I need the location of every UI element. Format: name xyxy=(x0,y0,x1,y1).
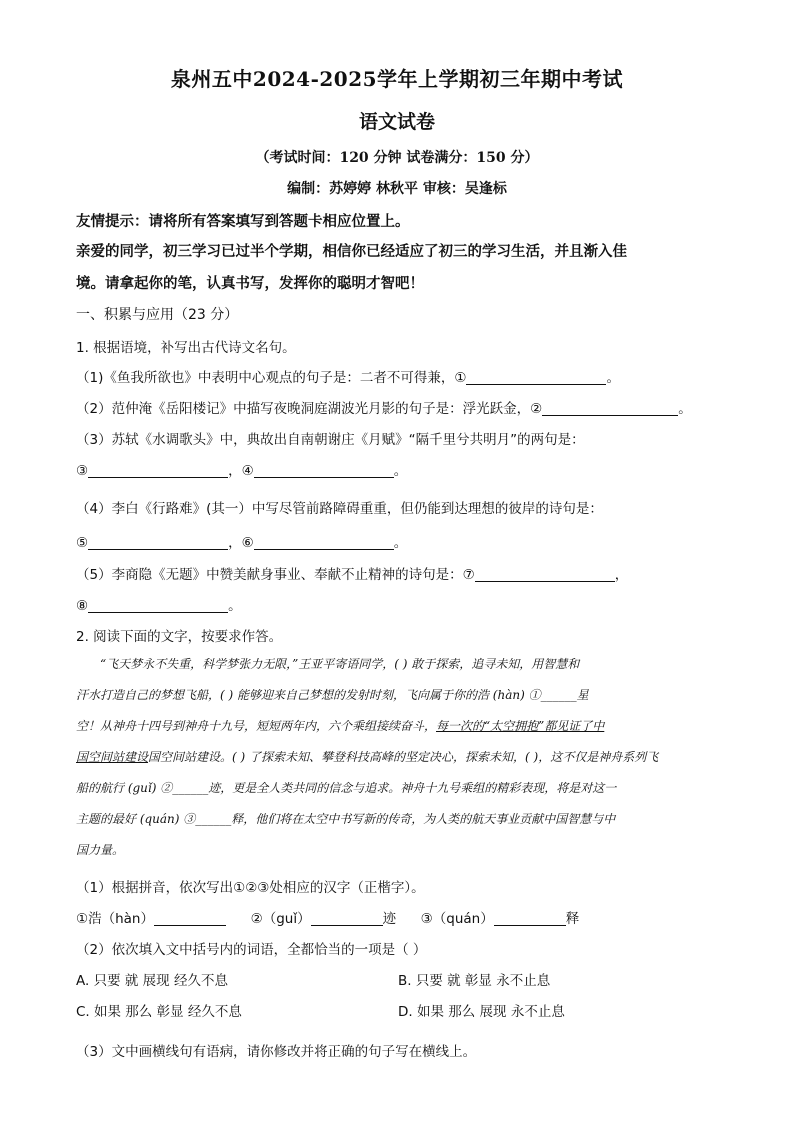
q2-part-2: （2）依次填入文中括号内的词语，全都恰当的一项是（ ） xyxy=(76,942,427,958)
underlined-sentence: 每一次的“太空拥抱”都见证了中 xyxy=(436,719,605,733)
answer-blank[interactable] xyxy=(542,401,678,416)
passage-line: 国空间站建设国空间站建设。( ) 了探索未知、攀登科技高峰的坚定决心，探索未知，( )，这不仅是神舟系列飞 xyxy=(76,750,659,764)
answer-blank[interactable] xyxy=(88,463,228,478)
option-a[interactable]: A. 只要 就 展现 经久不息 xyxy=(76,973,228,989)
notice-line: 友情提示：请将所有答案填写到答题卡相应位置上。 xyxy=(76,213,410,230)
underlined-sentence: 国空间站建设 xyxy=(76,750,149,764)
option-b[interactable]: B. 只要 就 彰显 永不止息 xyxy=(398,973,551,989)
passage-line: 空！从神舟十四号到神舟十九号，短短两年内，六个乘组接续奋斗，每一次的“太空拥抱”都见证了中 xyxy=(76,719,605,733)
answer-blank[interactable] xyxy=(254,463,394,478)
answer-blank[interactable] xyxy=(88,535,228,550)
greeting-line-2: 境。请拿起你的笔，认真书写，发挥你的聪明才智吧！ xyxy=(76,275,424,292)
option-d[interactable]: D. 如果 那么 展现 永不止息 xyxy=(398,1004,565,1020)
option-c[interactable]: C. 如果 那么 彰显 经久不息 xyxy=(76,1004,242,1020)
passage-line: 汗水打造自己的梦想飞船，( ) 能够迎来自己梦想的发射时刻，飞向属于你的浩 (hàn) ①______星 xyxy=(76,688,589,702)
passage-line: 主题的最好 (quán) ③______释，他们将在太空中书写新的传奇，为人类的航天事业贡献中国智慧与中 xyxy=(76,812,616,826)
answer-blank[interactable] xyxy=(475,567,615,582)
answer-blank[interactable] xyxy=(494,911,566,926)
q1-item-1: （1)《鱼我所欲也》中表明中心观点的句子是：二者不可得兼，① 。 xyxy=(76,370,620,386)
answer-blank[interactable] xyxy=(254,535,394,550)
exam-time-score: （考试时间：120 分钟 试卷满分：150 分） xyxy=(255,150,539,166)
q1-item-3-blanks: ③ ，④ 。 xyxy=(76,463,408,479)
q1-stem: 1. 根据语境，补写出古代诗文名句。 xyxy=(76,340,296,356)
exam-subject: 语文试卷 xyxy=(358,111,435,133)
answer-blank[interactable] xyxy=(311,911,383,926)
section-heading: 一、积累与应用（23 分） xyxy=(76,307,239,323)
answer-blank[interactable] xyxy=(466,370,606,385)
q2-part-3: （3）文中画横线句有语病，请你修改并将正确的句子写在横线上。 xyxy=(76,1044,477,1060)
greeting-line-1: 亲爱的同学，初三学习已过半个学期，相信你已经适应了初三的学习生活，并且渐入佳 xyxy=(76,243,627,260)
q1-item-4-blanks: ⑤ ，⑥ 。 xyxy=(76,535,408,551)
q2-passage xyxy=(76,649,716,866)
q1-item-4: （4）李白《行路难》(其一）中写尽管前路障碍重重，但仍能到达理想的彼岸的诗句是： xyxy=(76,501,603,517)
q2-part-1-answers: ①浩（hàn） ②（guǐ） 迹 ③（quán） 释 xyxy=(76,911,580,927)
q1-item-2: （2）范仲淹《岳阳楼记》中描写夜晚洞庭湖波光月影的句子是：浮光跃金，② 。 xyxy=(76,401,692,417)
q1-item-5: （5）李商隐《无题》中赞美献身事业、奉献不止精神的诗句是：⑦ ， xyxy=(76,567,629,583)
answer-blank[interactable] xyxy=(88,598,228,613)
exam-title: 泉州五中2024-2025学年上学期初三年期中考试 xyxy=(170,67,624,91)
exam-editors: 编制：苏婷婷 林秋平 审核：吴逢标 xyxy=(287,181,507,197)
q2-stem: 2. 阅读下面的文字，按要求作答。 xyxy=(76,629,283,645)
passage-line: “飞天梦永不失重，科学梦张力无限，”王亚平寄语同学，( ) 敢于探索，追寻未知，用智慧和 xyxy=(100,657,580,671)
q2-part-1: （1）根据拼音，依次写出①②③处相应的汉字（正楷字）。 xyxy=(76,880,425,896)
passage-line: 船的航行 (guǐ) ②______迹，更是全人类共同的信念与追求。神舟十九号乘组的精彩表现，将是对这一 xyxy=(76,781,617,795)
q1-item-3: （3）苏轼《水调歌头》中，典故出自南朝谢庄《月赋》“隔千里兮共明月”的两句是： xyxy=(76,432,585,448)
answer-blank[interactable] xyxy=(154,911,226,926)
q1-item-5-blank: ⑧ 。 xyxy=(76,598,242,614)
passage-line: 国力量。 xyxy=(76,843,125,857)
